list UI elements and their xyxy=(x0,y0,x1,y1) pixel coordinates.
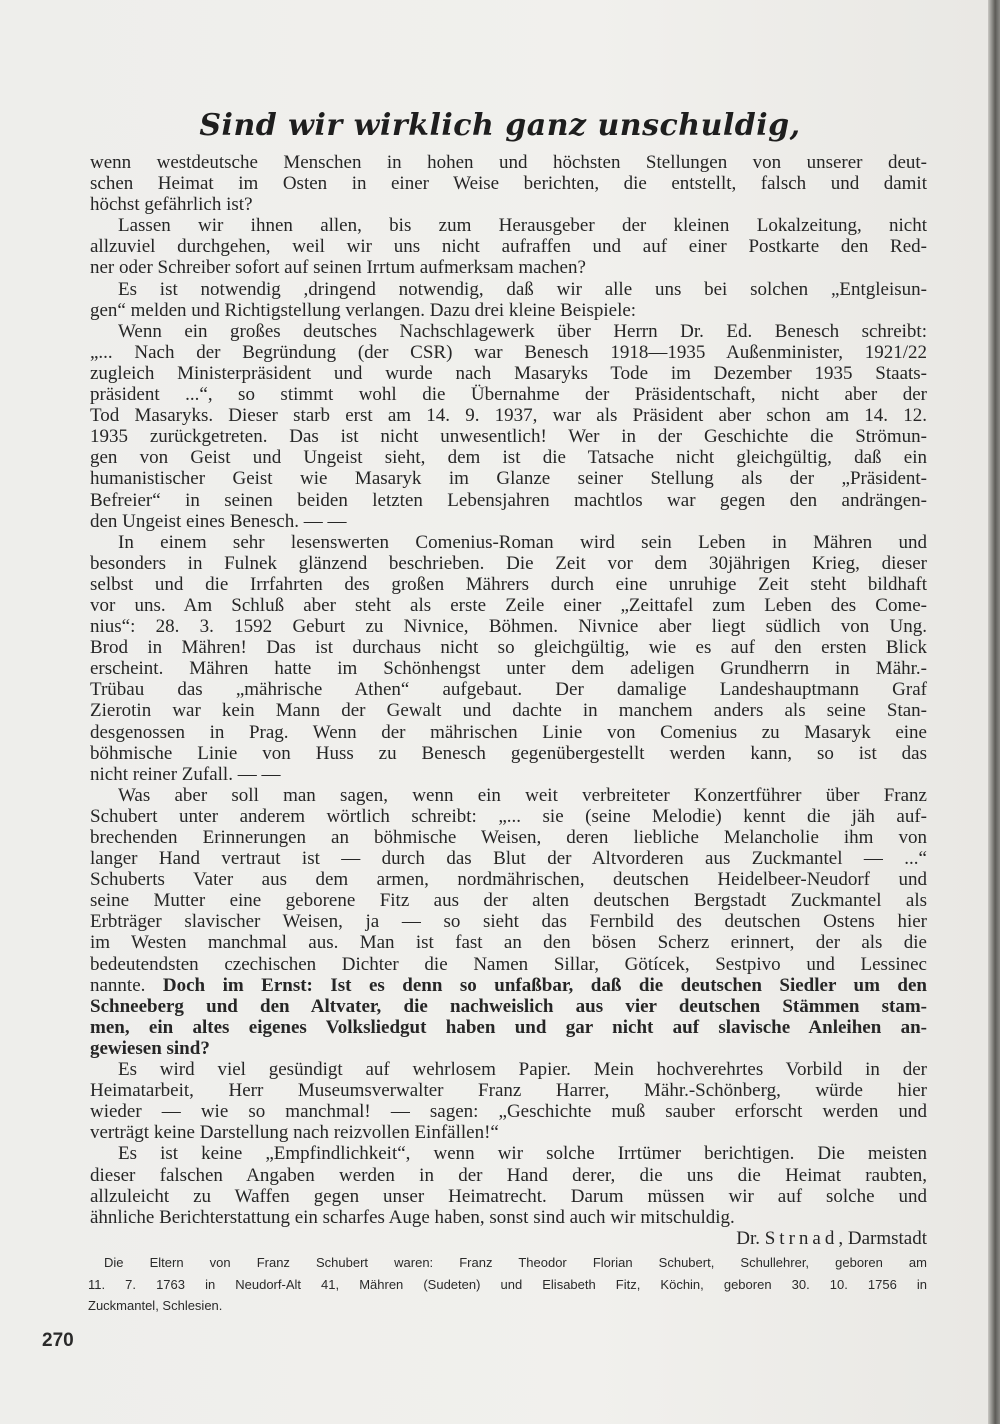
footnote-line: Zuckmantel, Schlesien. xyxy=(88,1298,223,1313)
text-line: höchst gefährlich ist? xyxy=(90,194,253,216)
signature-name: Strnad xyxy=(764,1227,839,1249)
bold-text-segment: men, ein altes eigenes Volksliedgut haben und gar nicht auf slavische Anleihen an- xyxy=(90,1016,927,1038)
text-line: Heimatarbeit, Herr Museumsverwalter Franz Harrer, Mähr.-Schönberg, würde hier xyxy=(90,1080,927,1102)
footnote-line: 11. 7. 1763 in Neudorf-Alt 41, Mähren (Sudeten) und Elisabeth Fitz, Köchin, geboren 30. 10. 1756 in xyxy=(88,1276,927,1292)
text-segment: nannte. xyxy=(90,974,163,996)
text-line: In einem sehr lesenswerten Comenius-Roman wird sein Leben in Mähren und xyxy=(118,531,927,553)
text-line: schen Heimat im Osten in einer Weise berichten, die entstellt, falsch und damit xyxy=(90,173,927,195)
text-line xyxy=(90,1017,927,1038)
text-line: allzuviel durchgehen, weil wir uns nicht aufraffen und auf einer Postkarte den Red- xyxy=(90,236,927,258)
text-line: desgenossen in Prag. Wenn der mährischen Linie von Comenius zu Masaryk eine xyxy=(90,721,927,743)
text-line: Wenn ein großes deutsches Nachschlagewerk über Herrn Dr. Ed. Benesch schreibt: xyxy=(118,320,927,342)
text-line: präsident ...“, so stimmt wohl die Übernahme der Präsidentschaft, nicht aber der xyxy=(90,384,927,406)
bold-text-segment: Doch im Ernst: Ist es denn so unfaßbar, daß die deutschen Siedler um den xyxy=(162,974,927,996)
text-line: verträgt keine Darstellung nach reizvollen Einfällen!“ xyxy=(90,1122,499,1144)
text-line: „... Nach der Begründung (der CSR) war Benesch 1918—1935 Außenminister, 1921/22 xyxy=(90,341,927,363)
text-line: den Ungeist eines Benesch. — — xyxy=(90,510,347,532)
footnote-line: Die Eltern von Franz Schubert waren: Franz Theodor Florian Schubert, Schullehrer, geboren am xyxy=(104,1255,927,1270)
text-line: brechenden Erinnerungen an böhmische Weisen, deren liebliche Melancholie ihm von xyxy=(90,827,927,848)
text-line: bedeutendsten czechischen Dichter die Namen Sillar, Götícek, Sestpivo und Lessinec xyxy=(90,953,927,975)
paragraph xyxy=(90,321,927,532)
text-line: allzuleicht zu Waffen gegen unser Heimatrecht. Darum müssen wir auf solche und xyxy=(90,1185,927,1207)
paragraph xyxy=(90,279,927,321)
text-line: Erbträger slavischer Weisen, ja — so sieht das Fernbild des deutschen Ostens hier xyxy=(90,911,927,933)
text-line: Lassen wir ihnen allen, bis zum Herausgeber der kleinen Lokalzeitung, nicht xyxy=(118,215,927,237)
text-line: humanistischer Geist wie Masaryk im Glanze seiner Stellung als der „Präsident- xyxy=(90,468,927,490)
text-line: Es wird viel gesündigt auf wehrlosem Papier. Mein hochverehrtes Vorbild in der xyxy=(118,1059,927,1081)
paragraphs xyxy=(90,152,927,1228)
text-line: gen von Geist und Ungeist sieht, dem ist die Tatsache nicht gleichgültig, daß ein xyxy=(90,447,927,469)
text-line: Trübau das „mährische Athen“ aufgebaut. Der damalige Landeshauptmann Graf xyxy=(90,679,927,701)
text-line: Was aber soll man sagen, wenn ein weit verbreiteter Konzertführer über Franz xyxy=(118,784,927,806)
text-line xyxy=(90,996,927,1017)
text-line: Es ist keine „Empfindlichkeit“, wenn wir solche Irrtümer berichtigen. Die meisten xyxy=(118,1143,927,1165)
text-line: wieder — wie so manchmal! — sagen: „Geschichte muß sauber erforscht werden und xyxy=(90,1101,927,1123)
text-line: Es ist notwendig ,dringend notwendig, daß wir alle uns bei solchen „Entgleisun- xyxy=(118,278,927,300)
text-line: nius“: 28. 3. 1592 Geburt zu Nivnice, Böhmen. Nivnice aber liegt südlich von Ung. xyxy=(90,616,927,638)
text-line: langer Hand vertraut ist — durch das Blut der Altvorderen aus Zuckmantel — ...“ xyxy=(90,848,927,870)
text-line: Zierotin war kein Mann der Gewalt und dachte in manchem anders als seine Stan- xyxy=(90,700,927,722)
bold-text-segment: gewiesen sind? xyxy=(90,1037,210,1059)
article-body xyxy=(90,152,927,1249)
paragraph xyxy=(90,1059,927,1143)
text-line: 1935 zurückgetreten. Das ist nicht unwesentlich! Wer in der Geschichte die Strömun- xyxy=(90,426,927,448)
paragraph xyxy=(90,785,927,1059)
text-line: ner oder Schreiber sofort auf seinen Irrtum aufmerksam machen? xyxy=(90,257,586,279)
page-edge-shadow xyxy=(988,0,1000,1424)
text-line: dieser falschen Angaben werden in der Hand derer, die uns die Heimat raubten, xyxy=(90,1164,927,1186)
text-line: nicht reiner Zufall. — — xyxy=(90,763,281,785)
paragraph xyxy=(90,1143,927,1227)
text-line: Tod Masaryks. Dieser starb erst am 14. 9. 1937, war als Präsident aber schon am 14. 12. xyxy=(90,405,927,427)
text-line: Befreier“ in seinen beiden letzten Lebensjahren machtlos war gegen den andrängen- xyxy=(90,489,927,511)
bold-text-segment: Schneeberg und den Altvater, die nachweislich aus vier deutschen Stämmen stam- xyxy=(90,995,927,1017)
text-line xyxy=(90,975,927,996)
text-line: seine Mutter eine geborene Fitz aus der alten deutschen Bergstadt Zuckmantel als xyxy=(90,890,927,912)
text-line: gen“ melden und Richtigstellung verlangen. Dazu drei kleine Beispiele: xyxy=(90,299,637,321)
text-line: ähnliche Berichterstattung ein scharfes Auge haben, sonst sind auch wir mitschuldig. xyxy=(90,1206,735,1228)
article-title: Sind wir wirklich ganz unschuldig, xyxy=(199,108,801,143)
paragraph xyxy=(90,152,927,215)
text-line: vor uns. Am Schluß aber steht als erste Zeile einer „Zeittafel zum Leben des Come- xyxy=(90,594,927,616)
text-line: im Westen manchmal aus. Man ist fast an den bösen Scherz erinnert, der als die xyxy=(90,932,927,954)
text-line xyxy=(90,1038,927,1059)
text-line: zugleich Ministerpräsident und wurde nach Masaryks Tode im Dezember 1935 Staats- xyxy=(90,362,927,384)
text-line: wenn westdeutsche Menschen in hohen und höchsten Stellungen von unserer deut- xyxy=(90,152,927,173)
text-line: Brod in Mähren! Das ist durchaus nicht so gleichgültig, wie es auf den ersten Blick xyxy=(90,637,927,659)
page-number: 270 xyxy=(42,1330,74,1351)
paragraph xyxy=(90,532,927,785)
signature-place: , Darmstadt xyxy=(838,1227,927,1249)
footnote xyxy=(88,1252,927,1317)
text-line: Schuberts Vater aus dem armen, nordmährischen, deutschen Heidelbeer-Neudorf und xyxy=(90,869,927,891)
paragraph xyxy=(90,215,927,278)
text-line: besonders in Fulnek glänzend beschrieben. Die Zeit vor dem 30jährigen Krieg, dieser xyxy=(90,552,927,574)
text-line: erscheint. Mähren hatte im Schönhengst unter dem adeligen Grundherrn in Mähr.- xyxy=(90,658,927,680)
text-line: selbst und die Irrfahrten des großen Mährers durch eine unruhige Zeit steht bildhaft xyxy=(90,573,927,595)
text-line: böhmische Linie von Huss zu Benesch gegenübergestellt werden kann, so ist das xyxy=(90,742,927,764)
text-line: Schubert unter anderem wörtlich schreibt: „... sie (seine Melodie) kennt die jäh auf- xyxy=(90,805,927,827)
signature xyxy=(90,1228,927,1249)
signature-prefix: Dr. xyxy=(736,1227,760,1249)
